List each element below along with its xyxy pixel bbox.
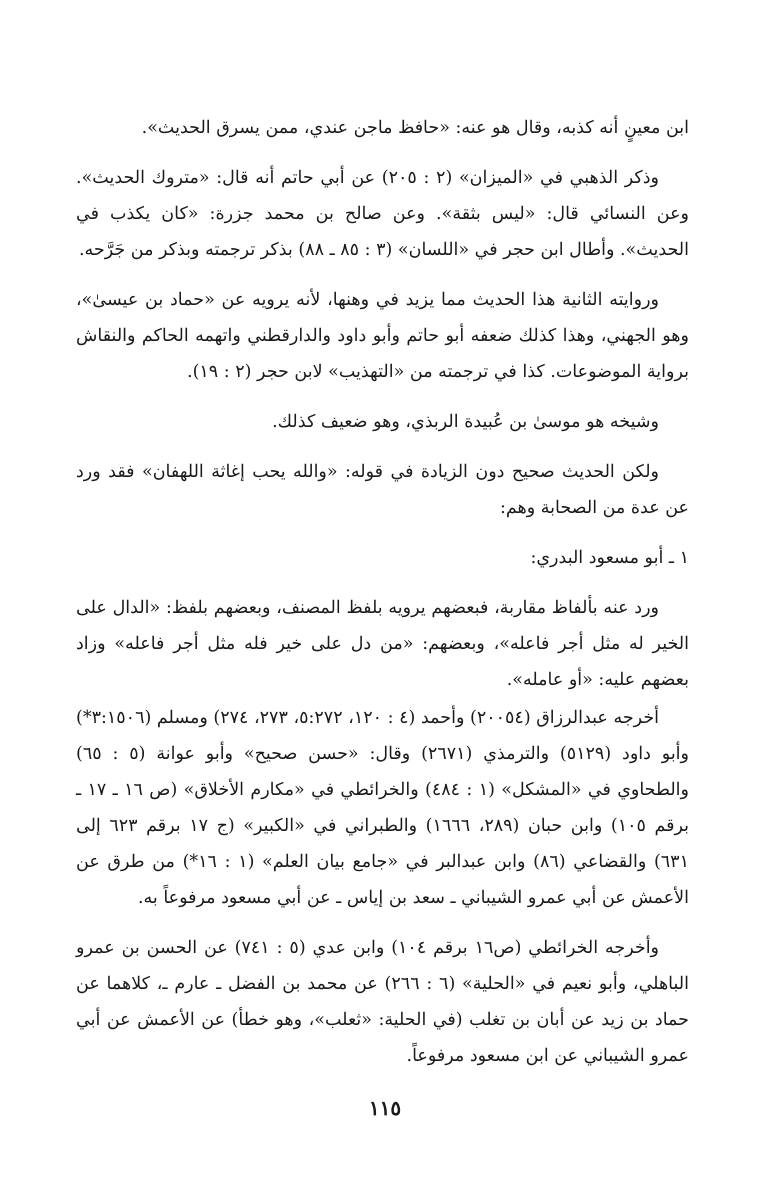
paragraph-8: وأخرجه الخرائطي (ص١٦ برقم ١٠٤) وابن عدي (٥ : ٧٤١) عن الحسن بن عمرو الباهلي، وأبو نعيم في «الحلية» (٦ : ٢٦٦) عن محمد بن الفضل ـ عارم ـ، كلاهما عن حماد بن زيد عن أبان بن تغلب (في الحلية: «ثعلب»، وهو خطأ) عن الأعمش عن أبي عمرو الشيباني عن ابن مسعود مرفوعاً. [76, 938, 689, 1066]
page-number: ١١٥ [368, 1096, 402, 1120]
paragraph-2: وذكر الذهبي في «الميزان» (٢ : ٢٠٥) عن أبي حاتم أنه قال: «متروك الحديث». وعن النسائي قال: «ليس بثقة». وعن صالح بن محمد جزرة: «كان يكذب في الحديث». وأطال ابن حجر في «اللسان» (٣ : ٨٥ ـ ٨٨) بذكر ترجمته وبذكر من جَرَّحه. [76, 168, 689, 260]
section-heading: ١ ـ أبو مسعود البدري: [530, 548, 689, 568]
paragraph-6: ورد عنه بألفاظ مقاربة، فبعضهم يرويه بلفظ المصنف، وبعضهم بلفظ: «الدال على الخير له مثل أجر فاعله»، وبعضهم: «من دل على خير فله مثل أجر فاعله» وزاد بعضهم عليه: «أو عامله». [76, 598, 689, 690]
paragraph-4: وشيخه هو موسىٰ بن عُبيدة الربذي، وهو ضعيف كذلك. [272, 412, 659, 432]
paragraph-1: ابن معينٍ أنه كذبه، وقال هو عنه: «حافظ ماجن عندي، ممن يسرق الحديث». [141, 118, 689, 138]
paragraph-5: ولكن الحديث صحيح دون الزيادة في قوله: «والله يحب إغاثة اللهفان» فقد ورد عن عدة من الصحابة وهم: [76, 462, 689, 518]
paragraph-3: وروايته الثانية هذا الحديث مما يزيد في وهنها، لأنه يرويه عن «حماد بن عيسىٰ»، وهو الجهني، وهذا كذلك ضعفه أبو حاتم وأبو داود والدارقطني واتهمه الحاكم والنقاش برواية الموضوعات. كذا في ترجمته من «التهذيب» لابن حجر (٢ : ١٩). [76, 290, 689, 382]
paragraph-7: أخرجه عبدالرزاق (٢٠٠٥٤) وأحمد (٤ : ١٢٠، ٥:٢٧٢، ٢٧٣، ٢٧٤) ومسلم (٣:١٥٠٦*) وأبو داود (٥١٢٩) والترمذي (٢٦٧١) وقال: «حسن صحيح» وأبو عوانة (٥ : ٦٥) والطحاوي في «المشكل» (١ : ٤٨٤) والخرائطي في «مكارم الأخلاق» (ص ١٦ ـ ١٧ ـ برقم ١٠٥) وابن حبان (٢٨٩، ١٦٦٦) والطبراني في «الكبير» (ج ١٧ برقم ٦٢٣ إلى ٦٣١) والقضاعي (٨٦) وابن عبدالبر في «جامع بيان العلم» (١ : ١٦*) من طرق عن الأعمش عن أبي عمرو الشيباني ـ سعد بن إياس ـ عن أبي مسعود مرفوعاً به. [76, 708, 690, 908]
